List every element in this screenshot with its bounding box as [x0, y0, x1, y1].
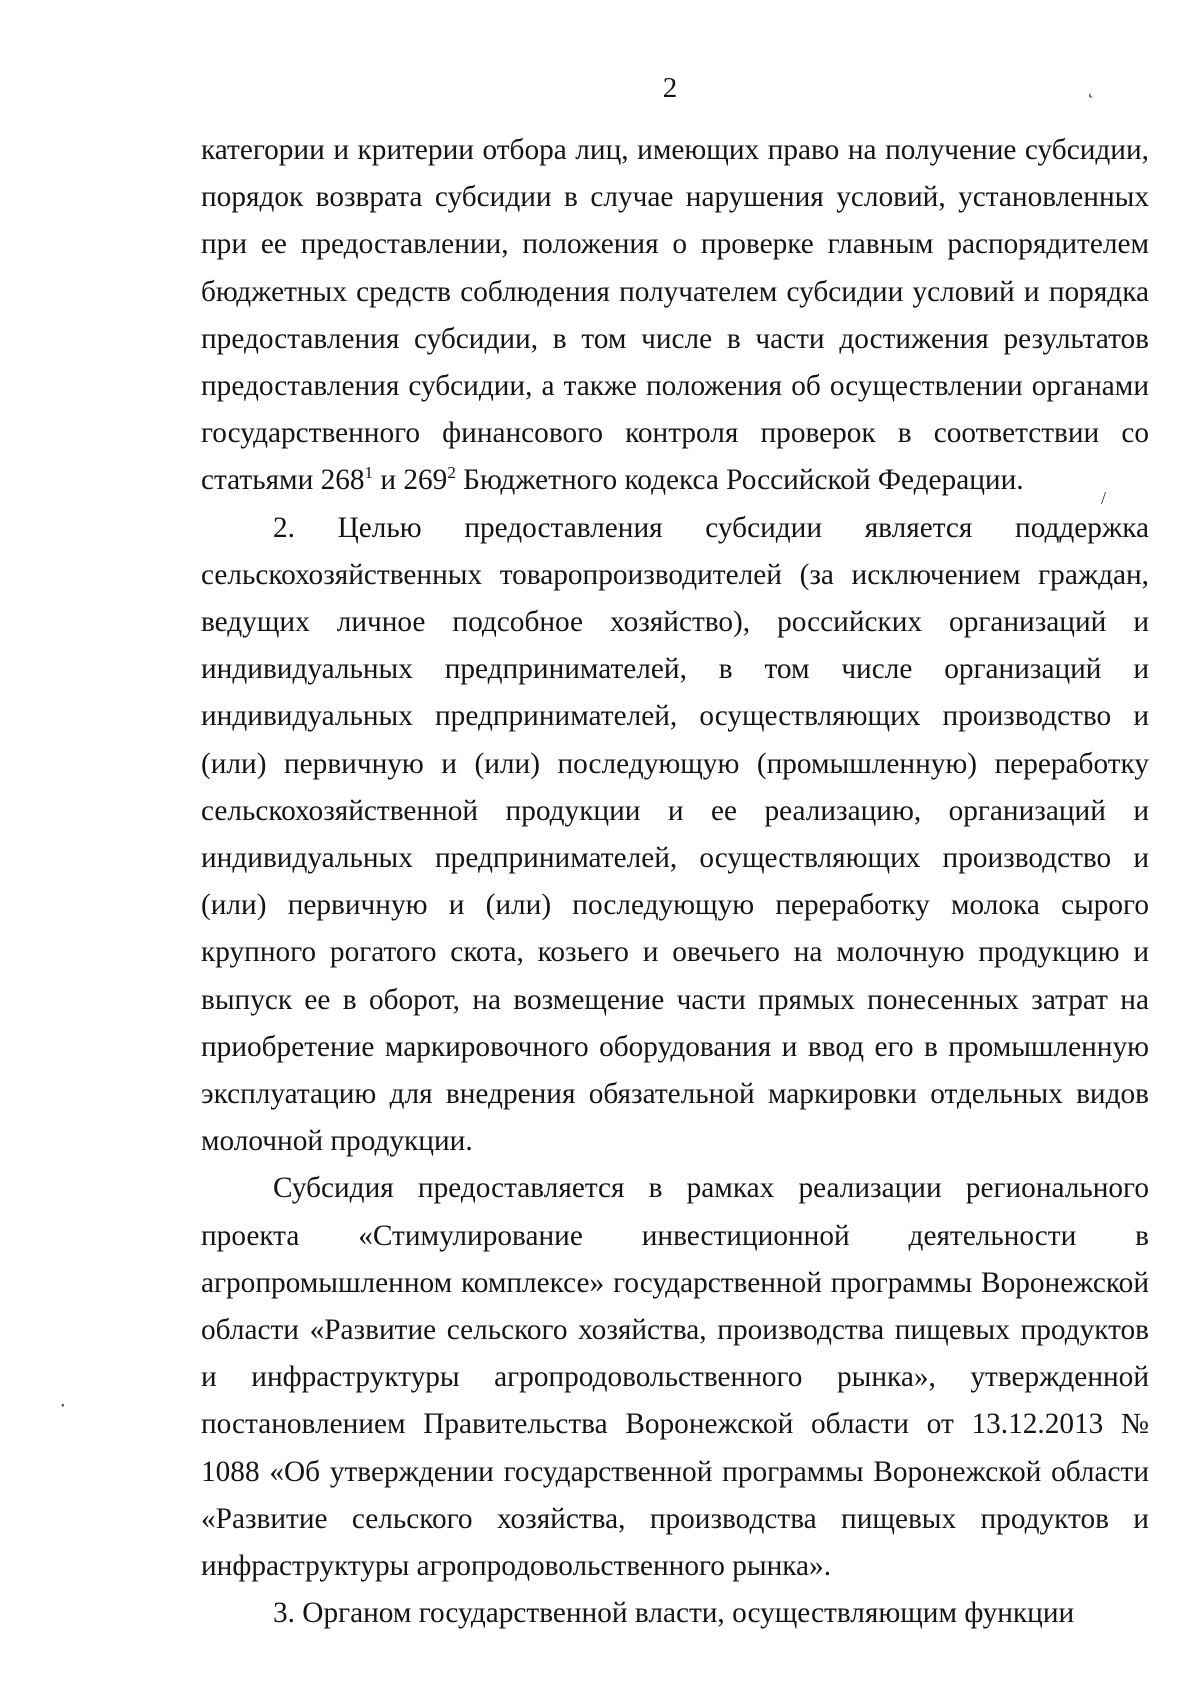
paragraph-2-subsidy-purpose: 2. Целью предоставления субсидии является поддержка сельскохозяйственных товаропроизводителей (за исключением граждан, ведущих личное подсобное хозяйство), российских организаций и индивидуальных предпринимателей, в том числе организаций и индивидуальных предпринимателей, осуществляющих производство и (или) первичную и (или) последующую (промышленную) переработку сельскохозяйственной продукции и ее реализацию, организаций и индивидуальных предпринимателей, осуществляющих производство и (или) первичную и (или) последующую переработку молока сырого крупного рогатого скота, козьего и овечьего на молочную продукцию и выпуск ее в оборот, на возмещение части прямых понесенных затрат на приобретение маркировочного оборудования и ввод его в промышленную эксплуатацию для внедрения обязательной маркировки отдельных видов молочной продукции.	[201, 511, 1149, 1158]
paragraph-subsidy-program: Субсидия предоставляется в рамках реализации регионального проекта «Стимулирование инвестиционной деятельности в агропромышленном комплексе» государственной программы Воронежской области «Развитие сельского хозяйства, производства пищевых продуктов и инфраструктуры агропродовольственного рынка», утвержденной постановлением Правительства Воронежской области от 13.12.2013 № 1088 «Об утверждении государственной программы Воронежской области «Развитие сельского хозяйства, производства пищевых продуктов и инфраструктуры агропродовольственного рынка».	[201, 1172, 1149, 1583]
conjunction-and: и	[373, 464, 404, 497]
scan-speck-left: •	[61, 1401, 65, 1412]
scan-speck-top-right: ˛	[1088, 78, 1094, 98]
article-ref-268: 268	[320, 464, 365, 497]
paragraph-1-tail: Бюджетного кодекса Российской Федерации.	[455, 464, 1024, 497]
document-body	[201, 127, 1149, 1638]
scan-speck-mid-right: /	[1101, 488, 1107, 508]
paragraph-continuation	[201, 127, 1149, 505]
article-ref-269: 269	[403, 464, 448, 497]
article-ref-269-superscript: 2	[447, 463, 456, 483]
paragraph-3-authority: 3. Органом государственной власти, осуществляющим функции	[273, 1597, 1075, 1630]
article-ref-268-superscript: 1	[364, 463, 374, 483]
paragraph-1-text: категории и критерии отбора лиц, имеющих право на получение субсидии, порядок возврата субсидии в случае нарушения условий, установленных при ее предоставлении, положения о проверке главным распорядителем бюджетных средств соблюдения получателем субсидии условий и порядка предоставления субсидии, в том числе в части достижения результатов предоставления субсидии, а также положения об осуществлении органами государственного финансового контроля проверок в соответствии со статьями	[201, 134, 1149, 497]
page-number: 2	[662, 72, 678, 104]
